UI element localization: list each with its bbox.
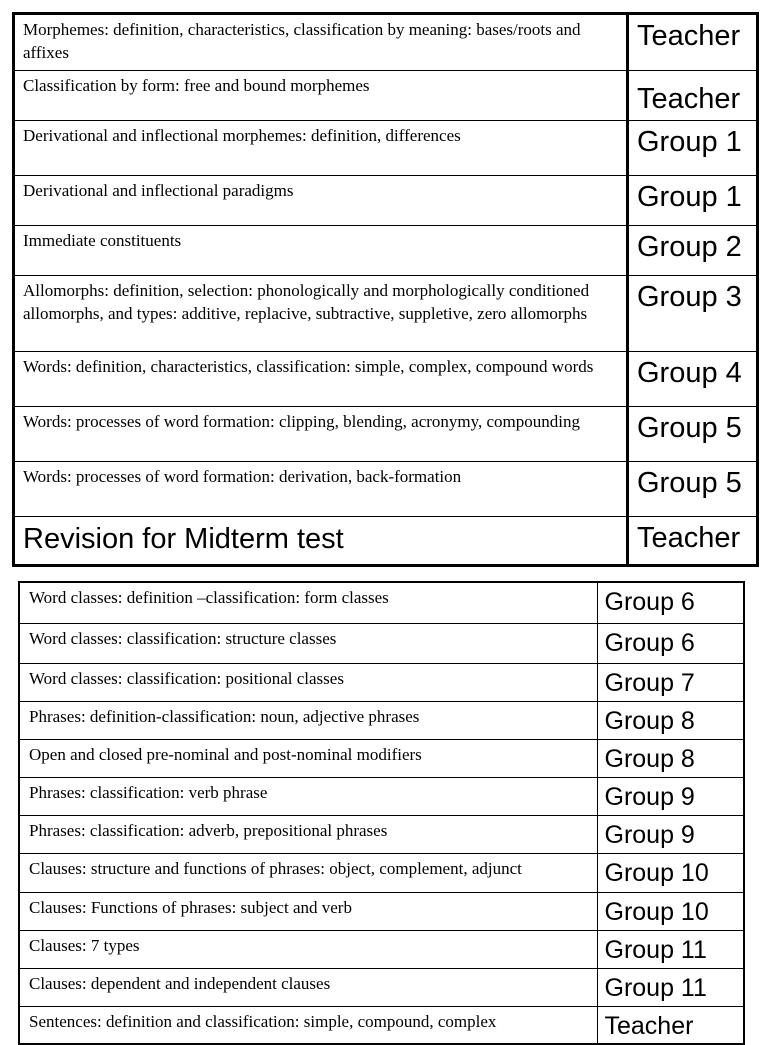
owner-cell: Group 1 xyxy=(628,121,758,176)
table-row xyxy=(14,517,758,566)
schedule-table-2 xyxy=(18,581,745,1045)
owner-cell: Group 9 xyxy=(597,815,744,853)
topic-cell: Clauses: 7 types xyxy=(19,930,597,968)
table-row xyxy=(14,176,758,226)
owner-cell: Group 10 xyxy=(597,853,744,892)
schedule-table-1 xyxy=(12,12,759,567)
topic-cell: Words: processes of word formation: derivation, back-formation xyxy=(14,462,628,517)
table-row xyxy=(19,623,744,663)
table-row xyxy=(19,853,744,892)
topic-cell: Allomorphs: definition, selection: phonologically and morphologically conditioned allomorphs, and types: additive, replacive, subtractive, suppletive, zero allomorphs xyxy=(14,276,628,352)
table-row xyxy=(14,226,758,276)
owner-cell: Group 9 xyxy=(597,777,744,815)
table-row xyxy=(19,663,744,701)
table-row xyxy=(19,892,744,930)
owner-cell: Group 7 xyxy=(597,663,744,701)
topic-cell: Word classes: classification: positional classes xyxy=(19,663,597,701)
owner-cell: Teacher xyxy=(597,1006,744,1044)
owner-cell: Group 6 xyxy=(597,623,744,663)
table-row xyxy=(19,777,744,815)
owner-cell: Group 5 xyxy=(628,462,758,517)
owner-cell: Group 6 xyxy=(597,582,744,623)
owner-cell: Group 2 xyxy=(628,226,758,276)
table-row xyxy=(14,276,758,352)
topic-cell: Clauses: dependent and independent clauses xyxy=(19,968,597,1006)
table-row xyxy=(19,582,744,623)
topic-cell: Phrases: classification: verb phrase xyxy=(19,777,597,815)
topic-cell: Open and closed pre-nominal and post-nominal modifiers xyxy=(19,739,597,777)
owner-cell: Group 8 xyxy=(597,739,744,777)
owner-cell: Group 1 xyxy=(628,176,758,226)
table-row xyxy=(14,71,758,121)
table-row xyxy=(14,352,758,407)
topic-cell: Classification by form: free and bound morphemes xyxy=(14,71,628,121)
topic-cell: Clauses: structure and functions of phrases: object, complement, adjunct xyxy=(19,853,597,892)
table-row xyxy=(19,930,744,968)
table-row xyxy=(19,739,744,777)
owner-cell: Teacher xyxy=(628,71,758,121)
topic-cell: Words: definition, characteristics, classification: simple, complex, compound words xyxy=(14,352,628,407)
owner-cell: Group 3 xyxy=(628,276,758,352)
owner-cell: Group 11 xyxy=(597,968,744,1006)
topic-cell: Revision for Midterm test xyxy=(14,517,628,566)
table-row xyxy=(14,462,758,517)
table-row xyxy=(19,968,744,1006)
topic-cell: Immediate constituents xyxy=(14,226,628,276)
owner-cell: Group 5 xyxy=(628,407,758,462)
table-row xyxy=(14,121,758,176)
topic-cell: Phrases: definition-classification: noun, adjective phrases xyxy=(19,701,597,739)
table-row xyxy=(14,14,758,71)
owner-cell: Group 4 xyxy=(628,352,758,407)
topic-cell: Derivational and inflectional morphemes: definition, differences xyxy=(14,121,628,176)
table-row xyxy=(19,701,744,739)
table-row xyxy=(19,815,744,853)
owner-cell: Teacher xyxy=(628,517,758,566)
topic-cell: Phrases: classification: adverb, prepositional phrases xyxy=(19,815,597,853)
topic-cell: Words: processes of word formation: clipping, blending, acronymy, compounding xyxy=(14,407,628,462)
topic-cell: Sentences: definition and classification: simple, compound, complex xyxy=(19,1006,597,1044)
owner-cell: Group 11 xyxy=(597,930,744,968)
owner-cell: Group 8 xyxy=(597,701,744,739)
topic-cell: Morphemes: definition, characteristics, classification by meaning: bases/roots and affixes xyxy=(14,14,628,71)
table-row xyxy=(14,407,758,462)
owner-cell: Group 10 xyxy=(597,892,744,930)
topic-cell: Word classes: classification: structure classes xyxy=(19,623,597,663)
table-row xyxy=(19,1006,744,1044)
topic-cell: Word classes: definition –classification: form classes xyxy=(19,582,597,623)
topic-cell: Clauses: Functions of phrases: subject and verb xyxy=(19,892,597,930)
topic-cell: Derivational and inflectional paradigms xyxy=(14,176,628,226)
owner-cell: Teacher xyxy=(628,14,758,71)
